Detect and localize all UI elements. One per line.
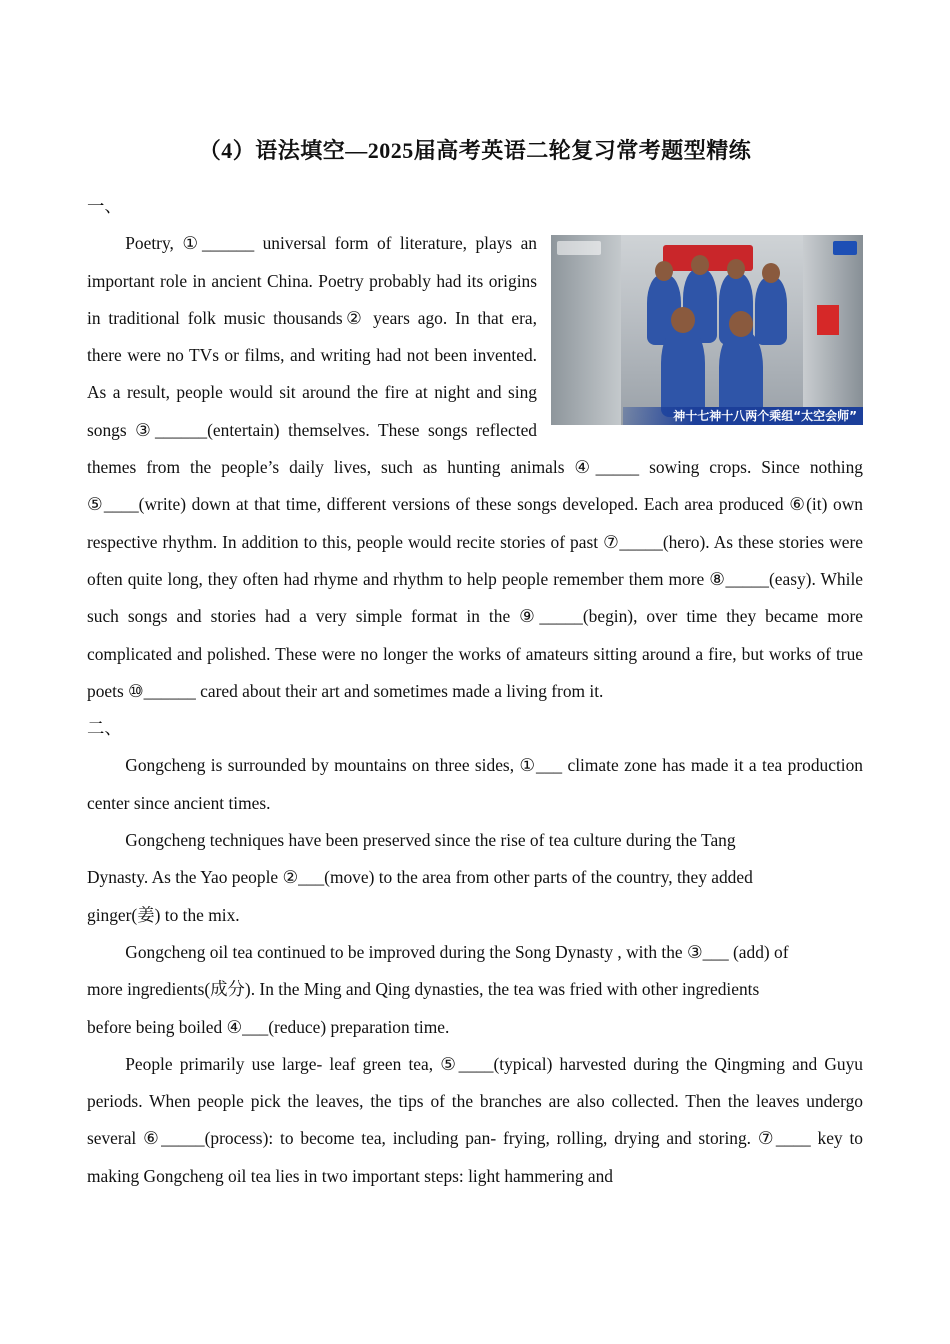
section-2-label: 二、 xyxy=(87,718,122,739)
astronaut-figure xyxy=(661,327,705,417)
page-title: （4）语法填空—2025届高考英语二轮复习常考题型精练 xyxy=(198,138,752,163)
section-1-label: 一、 xyxy=(87,196,122,216)
worksheet-body xyxy=(87,188,863,1195)
astronaut-photo xyxy=(551,235,863,425)
flag-icon xyxy=(817,305,839,335)
section-2-paragraph-3: Gongcheng oil tea continued to be improved during the Song Dynasty , with the ③___ (add) of more ingredients(成分). In the Ming and Qing dynasties, the tea was fried with other ingredients before being boiled ④___(reduce) preparation time. xyxy=(87,941,789,1037)
section-1-passage: Poetry, ①______ universal form of literature, plays an important role in ancient China. Poetry probably had its origins in traditional folk music thousands② years ago. In that era, there were no TVs or films, and writing had not been invented. As a result, people would sit around the fire at night and sing songs ③______(entertain) themselves. These songs reflected themes from the people’s daily lives, such as hunting animals ④_____ sowing crops. Since nothing ⑤____(write) down at that time, different versions of these songs developed. Each area produced ⑥(it) own respective rhythm. In addition to this, people would recite stories of past ⑦_____(hero). As these stories were often quite long, they often had rhyme and rhythm to help people remember them more ⑧_____(easy). While such songs and stories had a very simple format in the ⑨_____(begin), over time they became more complicated and polished. These were no longer the works of amateurs sitting around a fire, but works of true poets ⑩______ cared about their art and sometimes made a living from it. xyxy=(87,233,863,701)
tv-logo-icon xyxy=(557,241,601,255)
live-badge-icon xyxy=(833,241,857,255)
astronaut-figure xyxy=(755,277,787,345)
section-2-paragraph-1: Gongcheng is surrounded by mountains on three sides, ①___ climate zone has made it a tea production center since ancient times. xyxy=(87,755,863,813)
photo-caption: 神十七神十八两个乘组“太空会师” xyxy=(623,407,863,425)
section-2-paragraph-4: People primarily use large- leaf green tea, ⑤____(typical) harvested during the Qingming and Guyu periods. When people pick the leaves, the tips of the branches are also collected. Then the leaves undergo several ⑥_____(process): to become tea, including pan- frying, rolling, drying and storing. ⑦____ key to making Gongcheng oil tea lies in two important steps: light hammering and xyxy=(87,1053,863,1186)
section-2-paragraph-2: Gongcheng techniques have been preserved since the rise of tea culture during the Tang Dynasty. As the Yao people ②___(move) to the area from other parts of the country, they added ginger(姜) to the mix. xyxy=(87,830,753,925)
